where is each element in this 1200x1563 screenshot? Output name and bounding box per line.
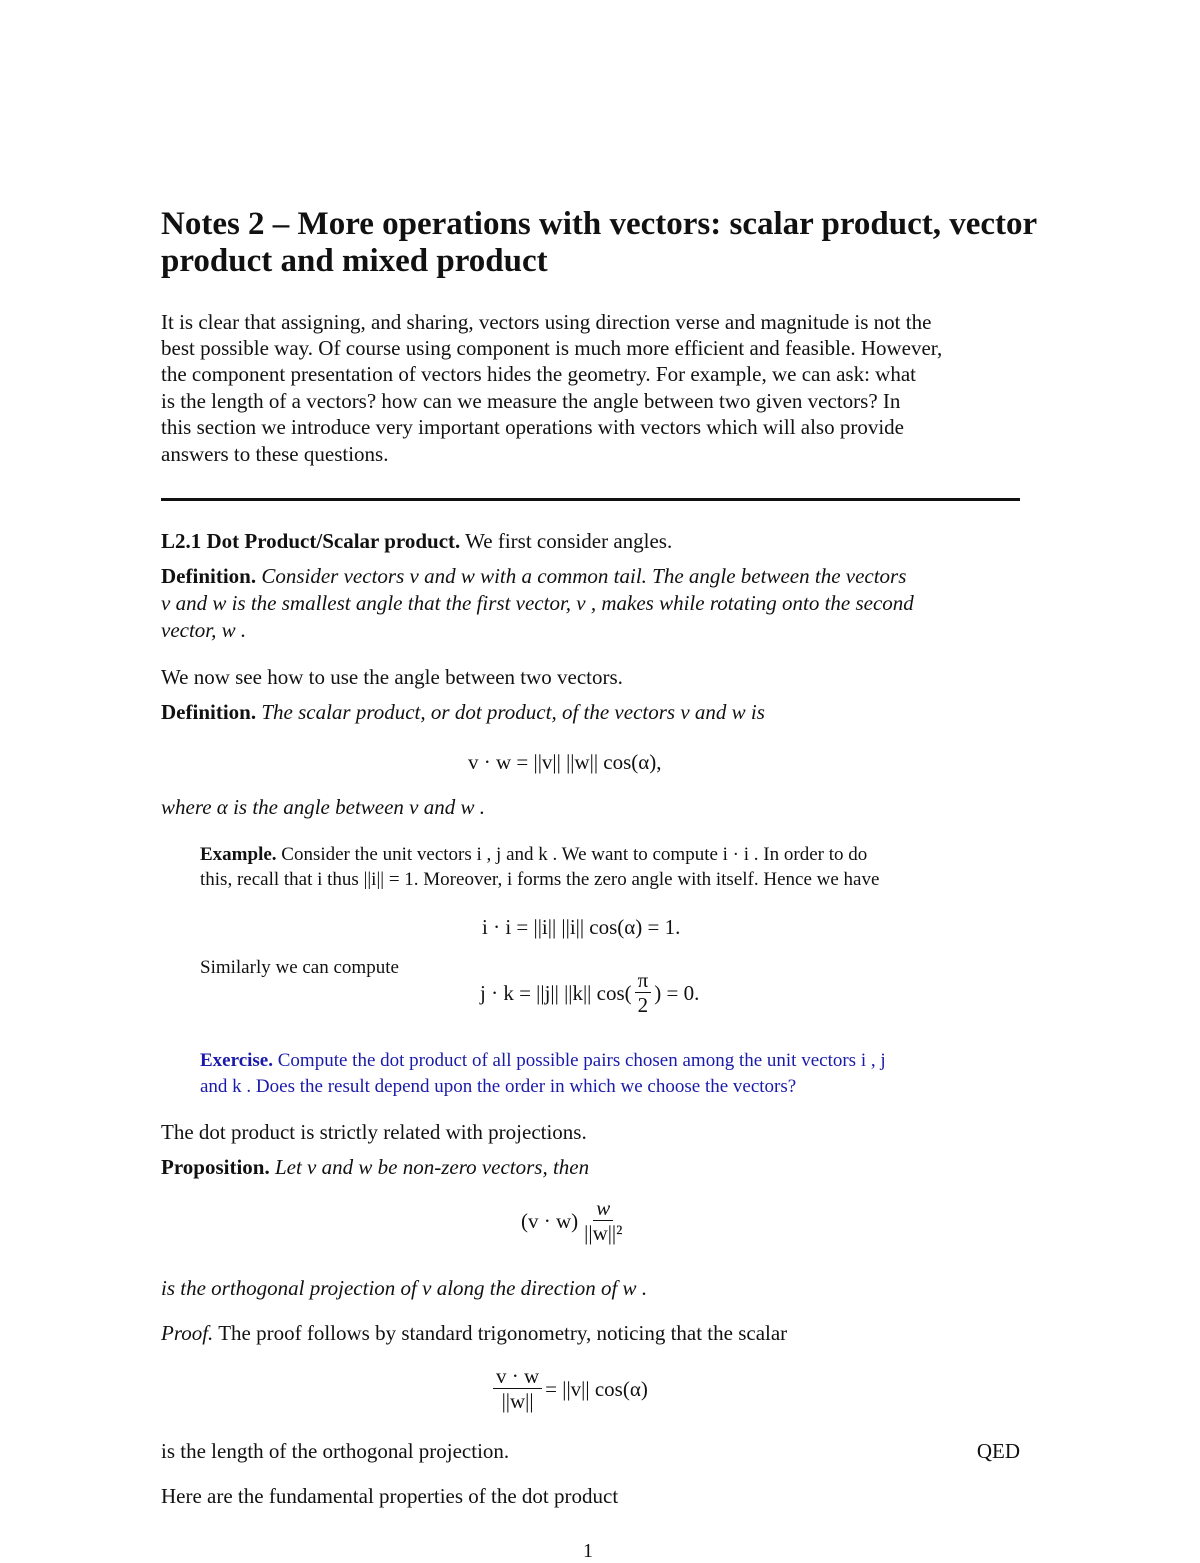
- section-heading: L2.1 Dot Product/Scalar product.: [161, 529, 461, 553]
- intro-line-6: answers to these questions.: [161, 442, 389, 466]
- definition-1-line-2: v and w is the smallest angle that the first vector, v , makes while rotating onto the second: [161, 591, 914, 615]
- intro-line-5: this section we introduce very important operations with vectors which will also provide: [161, 415, 904, 439]
- projection-text: The dot product is strictly related with projections.: [161, 1120, 587, 1144]
- qed-mark: QED: [976, 1439, 1020, 1463]
- proof-line: Proof. The proof follows by standard trigonometry, noticing that the scalar: [161, 1321, 788, 1345]
- definition-1-line-3: vector, w .: [161, 618, 247, 642]
- proof-label: Proof.: [161, 1321, 214, 1345]
- scalar-fraction: $\frac{v \cdot w}{||w||}$: [493, 1364, 542, 1413]
- proposition-label: Proposition.: [161, 1155, 270, 1179]
- example-line-2: this, recall that i thus ||i|| = 1. Moreover, i forms the zero angle with itself. Hence we have: [200, 869, 880, 890]
- exercise-line-2: and k . Does the result depend upon the order in which we choose the vectors?: [200, 1076, 797, 1097]
- example-line-1: Example. Consider the unit vectors i , j and k . We want to compute i · i . In order to do: [200, 844, 868, 865]
- jk-formula: j · k = ||j|| ||k|| cos( $\frac{\pi}{2}$ ) = 0.: [480, 968, 700, 1017]
- example-label: Example.: [200, 844, 277, 865]
- properties-text: Here are the fundamental properties of the dot product: [161, 1484, 619, 1508]
- exercise-label: Exercise.: [200, 1050, 273, 1071]
- section-divider: [161, 498, 1020, 501]
- page-number: 1: [583, 1540, 593, 1562]
- pi-over-two: $\frac{\pi}{2}$: [635, 968, 652, 1017]
- where-text: where α is the angle between v and w .: [161, 795, 486, 819]
- page-title: Notes 2 – More operations with vectors: scalar product, vector product and mixed product: [161, 206, 1037, 279]
- projection-caption: is the orthogonal projection of v along the direction of w .: [161, 1276, 648, 1300]
- ii-formula: i · i = ||i|| ||i|| cos(α) = 1.: [482, 915, 681, 939]
- dot-product-formula: v · w = ||v|| ||w|| cos(α),: [468, 750, 662, 774]
- section-heading-line: [161, 528, 672, 554]
- section-text: We first consider angles.: [465, 529, 673, 553]
- definition-2-line: Definition. The scalar product, or dot product, of the vectors v and w is: [161, 700, 765, 724]
- scalar-formula: $\frac{v \cdot w}{||w||}$ = ||v|| cos(α): [490, 1364, 648, 1413]
- proposition-line: Proposition. Let v and w be non-zero vectors, then: [161, 1155, 590, 1179]
- projection-fraction: $\frac{w}{\text{||w||²}}$: [584, 1196, 623, 1245]
- definition-1-line-1: Definition. Consider vectors v and w with a common tail. The angle between the vectors: [161, 564, 907, 588]
- intro-line-4: is the length of a vectors? how can we measure the angle between two given vectors? In: [161, 389, 901, 413]
- similarly-text: Similarly we can compute: [200, 957, 399, 978]
- angle-use-text: We now see how to use the angle between two vectors.: [161, 665, 623, 689]
- exercise-line-1: Exercise. Compute the dot product of all possible pairs chosen among the unit vectors i , j: [200, 1050, 886, 1071]
- intro-line-2: best possible way. Of course using component is much more efficient and feasible. However,: [161, 336, 943, 360]
- intro-line-3: the component presentation of vectors hides the geometry. For example, we can ask: what: [161, 362, 916, 386]
- length-text: is the length of the orthogonal projection.: [161, 1439, 510, 1463]
- length-line: [161, 1438, 1020, 1464]
- definition-1-label: Definition.: [161, 564, 257, 588]
- intro-line-1: It is clear that assigning, and sharing, vectors using direction verse and magnitude is not the: [161, 310, 932, 334]
- definition-2-label: Definition.: [161, 700, 257, 724]
- projection-formula: (v · w) $\frac{w}{\text{||w||²}}$: [521, 1196, 628, 1245]
